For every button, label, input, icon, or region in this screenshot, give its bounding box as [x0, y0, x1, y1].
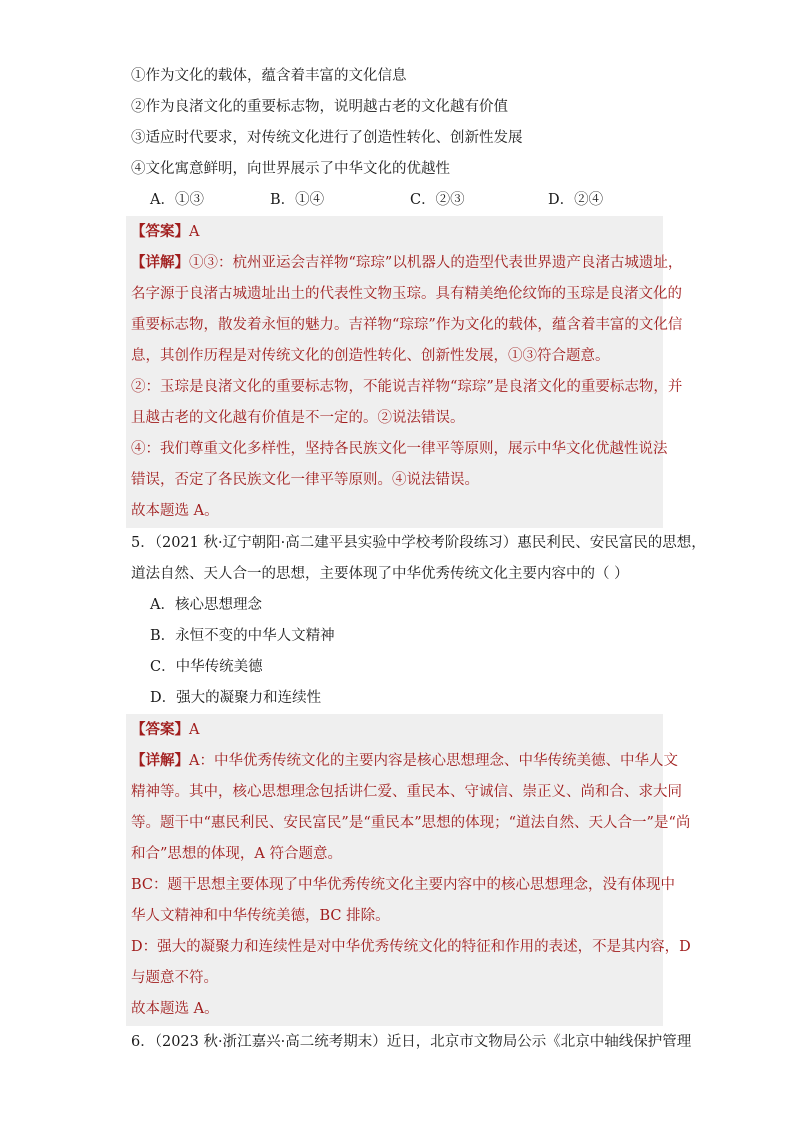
statement-4: ④文化寓意鲜明，向世界展示了中华文化的优越性 — [131, 161, 450, 177]
q5-option-b: B．永恒不变的中华人文精神 — [150, 628, 335, 644]
q5-conclusion: 故本题选 A。 — [131, 1001, 219, 1017]
q5-detail-line-2: 精神等。其中，核心思想理念包括讲仁爱、重民本、守诚信、崇正义、尚和合、求大同 — [131, 784, 682, 800]
q5-detail-line-7: D：强大的凝聚力和连续性是对中华优秀传统文化的特征和作用的表述，不是其内容，D — [131, 939, 691, 955]
q4-option-a: A．①③ — [150, 192, 204, 208]
q4-detail-line-7: ④：我们尊重文化多样性，坚持各民族文化一律平等原则，展示中华文化优越性说法 — [131, 441, 668, 457]
q4-detail-line-5: ②：玉琮是良渚文化的重要标志物，不能说吉祥物“琮琮”是良渚文化的重要标志物，并 — [131, 379, 683, 395]
q4-conclusion: 故本题选 A。 — [131, 503, 219, 519]
q6-stem-line-1: 6．（2023 秋·浙江嘉兴·高二统考期末）近日，北京市文物局公示《北京中轴线保护管理 — [131, 1034, 692, 1050]
q5-option-c: C．中华传统美德 — [150, 659, 263, 675]
q4-detail-line-4: 息，其创作历程是对传统文化的创造性转化、创新性发展，①③符合题意。 — [131, 348, 610, 364]
answer-value: A — [189, 224, 200, 240]
statement-1: ①作为文化的载体，蕴含着丰富的文化信息 — [131, 68, 407, 84]
q5-detail-line-5: BC：题干思想主要体现了中华优秀传统文化主要内容中的核心思想理念，没有体现中 — [131, 877, 676, 893]
q5-detail-line-8: 与题意不符。 — [131, 970, 218, 986]
q5-answer-line — [131, 720, 199, 740]
q4-option-d: D．②④ — [548, 192, 604, 208]
statement-2: ②作为良渚文化的重要标志物，说明越古老的文化越有价值 — [131, 99, 508, 115]
q4-detail-line-3: 重要标志物，散发着永恒的魅力。吉祥物“琮琮”作为文化的载体，蕴含着丰富的文化信 — [131, 317, 683, 333]
answer-tag: 【答案】 — [131, 223, 189, 240]
q4-answer-line — [131, 222, 199, 242]
q5-option-d: D．强大的凝聚力和连续性 — [150, 690, 322, 706]
q4-option-c: C．②③ — [410, 192, 465, 208]
answer-value: A — [189, 722, 200, 738]
detail-tag: 【详解】 — [131, 752, 189, 769]
q4-detail-line-8: 错误，否定了各民族文化一律平等原则。④说法错误。 — [131, 472, 479, 488]
statement-3: ③适应时代要求，对传统文化进行了创造性转化、创新性发展 — [131, 130, 523, 146]
q5-stem-line-2: 道法自然、天人合一的思想，主要体现了中华优秀传统文化主要内容中的（ ） — [131, 566, 629, 582]
q5-detail-line-3: 等。题干中“惠民利民、安民富民”是“重民本”思想的体现；“道法自然、天人合一”是“尚 — [131, 815, 691, 831]
q5-detail-line-4: 和合”思想的体现，A 符合题意。 — [131, 846, 342, 862]
detail-text: ①③：杭州亚运会吉祥物“琮琮”以机器人的造型代表世界遗产良渚古城遗址， — [189, 255, 683, 271]
q4-detail-line-2: 名字源于良渚古城遗址出土的代表性文物玉琮。具有精美绝伦纹饰的玉琮是良渚文化的 — [131, 286, 682, 302]
detail-text: A：中华优秀传统文化的主要内容是核心思想理念、中华传统美德、中华人文 — [189, 753, 678, 769]
detail-tag: 【详解】 — [131, 254, 189, 271]
answer-tag: 【答案】 — [131, 721, 189, 738]
q4-detail-line-6: 且越古老的文化越有价值是不一定的。②说法错误。 — [131, 410, 465, 426]
q5-detail-line-1 — [131, 751, 678, 771]
q5-stem-line-1: 5．（2021 秋·辽宁朝阳·高二建平县实验中学校考阶段练习）惠民利民、安民富民的思想， — [131, 535, 706, 551]
q5-detail-line-6: 华人文精神和中华传统美德，BC 排除。 — [131, 908, 390, 924]
q4-option-b: B．①④ — [270, 192, 325, 208]
q4-detail-line-1 — [131, 253, 682, 273]
q5-option-a: A．核心思想理念 — [150, 597, 262, 613]
